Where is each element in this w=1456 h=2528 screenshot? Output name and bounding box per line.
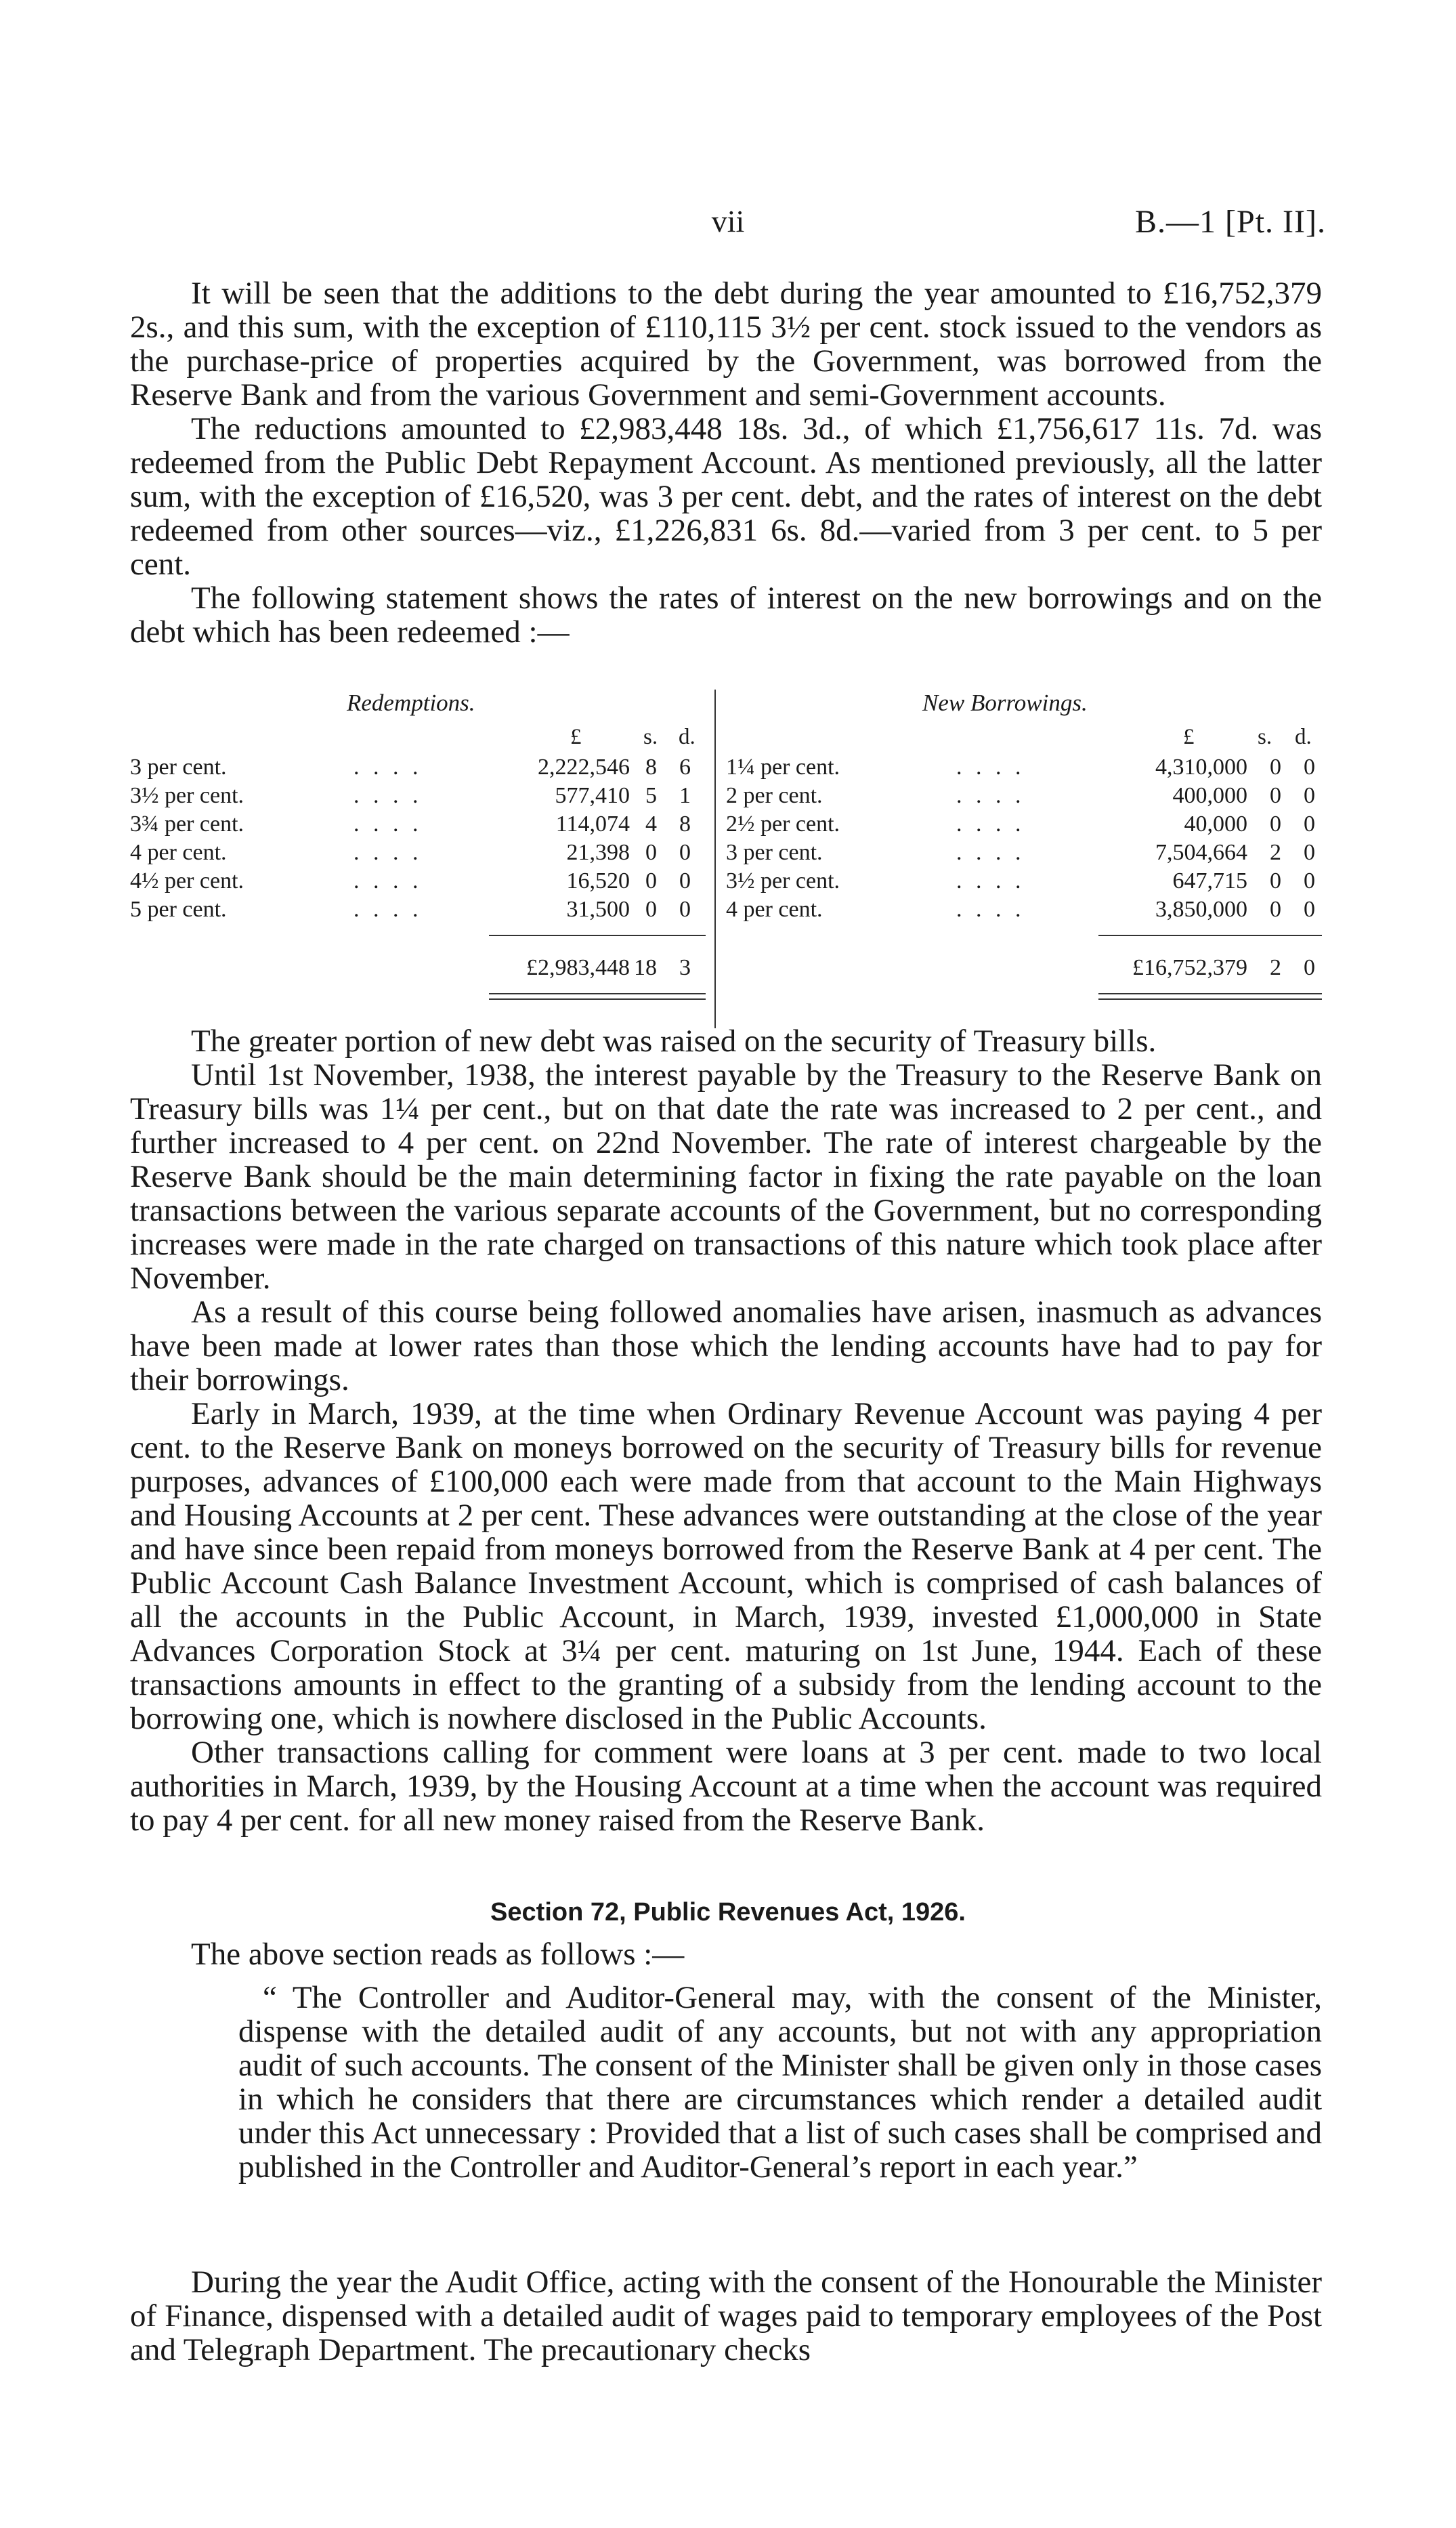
leader-dots: . . . . [956,868,1025,893]
leader-dots: . . . . [354,783,423,808]
rate-cell: 3½ per cent. [726,868,840,893]
double-rule [1098,993,1322,1000]
shillings-cell: 0 [1270,897,1281,922]
section-heading: Section 72, Public Revenues Act, 1926. [490,1898,966,1926]
rate-cell: 3 per cent. [130,755,227,780]
leader-dots: . . . . [354,840,423,865]
paragraph: As a result of this course being followed anomalies have arisen, inasmuch as advances have been made at lower rates than those which the lending accounts have had to pay for their borrowings. [130,1294,1322,1397]
document-reference: B.—1 [Pt. II]. [1135,204,1326,240]
pence-cell: 0 [1304,897,1315,922]
pounds-cell: 3,850,000 [1155,897,1247,922]
total-rule [1098,935,1322,936]
pounds-cell: 400,000 [1172,783,1247,808]
leader-dots: . . . . [956,812,1025,837]
pounds-cell: 2,222,546 [538,755,630,780]
table-row [130,897,1322,925]
rate-cell: 5 per cent. [130,897,227,922]
leader-dots: . . . . [354,868,423,893]
pence-cell: 0 [1304,812,1315,837]
unit-pence: d. [1295,725,1312,749]
borrowings-total-pounds: £16,752,379 [1132,955,1247,980]
pounds-cell: 4,310,000 [1155,755,1247,780]
interest-rates-table [130,690,1322,1042]
shillings-cell: 0 [645,897,657,922]
page-number: vii [711,204,745,238]
shillings-cell: 0 [645,840,657,865]
leader-dots: . . . . [354,755,423,780]
unit-pounds: £ [570,725,582,749]
borrowings-total-pence: 0 [1304,955,1315,980]
rate-cell: 2½ per cent. [726,812,840,837]
pence-cell: 6 [679,755,691,780]
table-row [130,840,1322,868]
paragraph: It will be seen that the additions to the debt during the year amounted to £16,752,379 2s., and this sum, with the exception of £110,115 3½ per cent. stock issued to the vendors as the purchase-price of properties acquired by the Government, was borrowed from the Reserve Bank and from the various Government and semi-Government accounts. [130,276,1322,413]
rate-cell: 3¾ per cent. [130,812,244,837]
shillings-cell: 0 [1270,868,1281,893]
total-rule [489,935,706,936]
table-row [130,783,1322,812]
paragraph: Early in March, 1939, at the time when Ordinary Revenue Account was paying 4 per cent. to the Reserve Bank on moneys borrowed on the security of Treasury bills for revenue purposes, advances of £100,000 each were made from that account to the Main Highways and Housing Accounts at 2 per cent. These advances were outstanding at the close of the year and have since been repaid from moneys borrowed from the Reserve Bank at 4 per cent. The Public Account Cash Balance Investment Account, which is comprised of cash balances of all the accounts in the Public Account, in March, 1939, invested £1,000,000 in State Advances Corporation Stock at 3¼ per cent. maturing on 1st June, 1944. Each of these transactions amounts in effect to the granting of a subsidy from the lending account to the borrowing one, which is nowhere disclosed in the Public Accounts. [130,1396,1322,1736]
rate-cell: 4 per cent. [726,897,823,922]
shillings-cell: 0 [1270,755,1281,780]
pounds-cell: 577,410 [555,783,630,808]
double-rule [489,993,706,1000]
leader-dots: . . . . [354,897,423,922]
redemptions-total-pounds: £2,983,448 [526,955,630,980]
table-row [130,755,1322,783]
rate-cell: 1¼ per cent. [726,755,840,780]
section-intro [130,1937,1322,1971]
rate-cell: 4 per cent. [130,840,227,865]
pounds-cell: 40,000 [1184,812,1247,837]
rate-cell: 4½ per cent. [130,868,244,893]
redemptions-heading: Redemptions. [347,690,475,716]
paragraph: The greater portion of new debt was raised on the security of Treasury bills. [191,1024,1157,1059]
table-row [130,868,1322,897]
paragraph: Until 1st November, 1938, the interest payable by the Treasury to the Reserve Bank on Treasury bills was 1¼ per cent., but on that date the rate was increased to 2 per cent., and further increased to 4 per cent. on 22nd November. The rate of interest chargeable by the Reserve Bank should be the main determining factor in fixing the rate payable on the loan transactions between the various separate accounts of the Government, but no corresponding increases were made in the rate charged on transactions of this nature which took place after November. [130,1057,1322,1296]
rate-cell: 3½ per cent. [130,783,244,808]
intro-paragraphs [130,276,1322,649]
unit-pounds: £ [1183,725,1195,749]
rate-cell: 2 per cent. [726,783,823,808]
unit-shillings: s. [643,725,658,749]
closing-paragraph [130,2265,1322,2367]
body-paragraphs [130,1024,1322,1837]
paragraph: During the year the Audit Office, acting with the consent of the Honourable the Minister of Finance, dispensed with a detailed audit of wages paid to temporary employees of the Post and Telegraph Department. The precautionary checks [130,2264,1322,2367]
leader-dots: . . . . [956,897,1025,922]
pounds-cell: 21,398 [566,840,630,865]
unit-pence: d. [679,725,695,749]
paragraph: The following statement shows the rates of interest on the new borrowings and on the debt which has been redeemed :— [130,581,1322,650]
pounds-cell: 7,504,664 [1155,840,1247,865]
paragraph: The reductions amounted to £2,983,448 18s. 3d., of which £1,756,617 11s. 7d. was redeemed from the Public Debt Repayment Account. As mentioned previously, all the latter sum, with the exception of £16,520, was 3 per cent. debt, and the rates of interest on the debt redeemed from other sources—viz., £1,226,831 6s. 8d.—varied from 3 per cent. to 5 per cent. [130,411,1322,582]
shillings-cell: 2 [1270,840,1281,865]
pounds-cell: 114,074 [555,812,630,837]
pence-cell: 1 [679,783,691,808]
table-row [130,812,1322,840]
shillings-cell: 0 [645,868,657,893]
pence-cell: 0 [1304,783,1315,808]
leader-dots: . . . . [956,755,1025,780]
pence-cell: 0 [679,868,691,893]
pence-cell: 0 [1304,840,1315,865]
quote-paragraph: “ The Controller and Auditor-General may, with the consent of the Minister, dispense with the detailed audit of any accounts, but not with any appropriation audit of such accounts. The consent of the Minister shall be given only in those cases in which he considers that there are circumstances which render a detailed audit under this Act unnecessary : Provided that a list of such cases shall be comprised and published in the Controller and Auditor-General’s report in each year.” [238,1980,1322,2185]
leader-dots: . . . . [956,840,1025,865]
leader-dots: . . . . [956,783,1025,808]
shillings-cell: 5 [645,783,657,808]
paragraph: The above section reads as follows :— [191,1937,685,1972]
rate-cell: 3 per cent. [726,840,823,865]
pence-cell: 0 [679,897,691,922]
redemptions-total-pence: 3 [679,955,691,980]
shillings-cell: 0 [1270,783,1281,808]
paragraph: Other transactions calling for comment were loans at 3 per cent. made to two local authorities in March, 1939, by the Housing Account at a time when the account was required to pay 4 per cent. for all new money raised from the Reserve Bank. [130,1735,1322,1838]
pounds-cell: 31,500 [566,897,630,922]
borrowings-total-shillings: 2 [1270,955,1281,980]
shillings-cell: 8 [645,755,657,780]
pence-cell: 0 [1304,755,1315,780]
shillings-cell: 0 [1270,812,1281,837]
quoted-section-text [238,1981,1322,2184]
pence-cell: 8 [679,812,691,837]
pence-cell: 0 [1304,868,1315,893]
new-borrowings-heading: New Borrowings. [922,690,1088,716]
total-row [130,955,1322,984]
unit-shillings: s. [1258,725,1272,749]
redemptions-total-shillings: 18 [634,955,657,980]
shillings-cell: 4 [645,812,657,837]
pounds-cell: 647,715 [1172,868,1247,893]
pence-cell: 0 [679,840,691,865]
pounds-cell: 16,520 [566,868,630,893]
leader-dots: . . . . [354,812,423,837]
